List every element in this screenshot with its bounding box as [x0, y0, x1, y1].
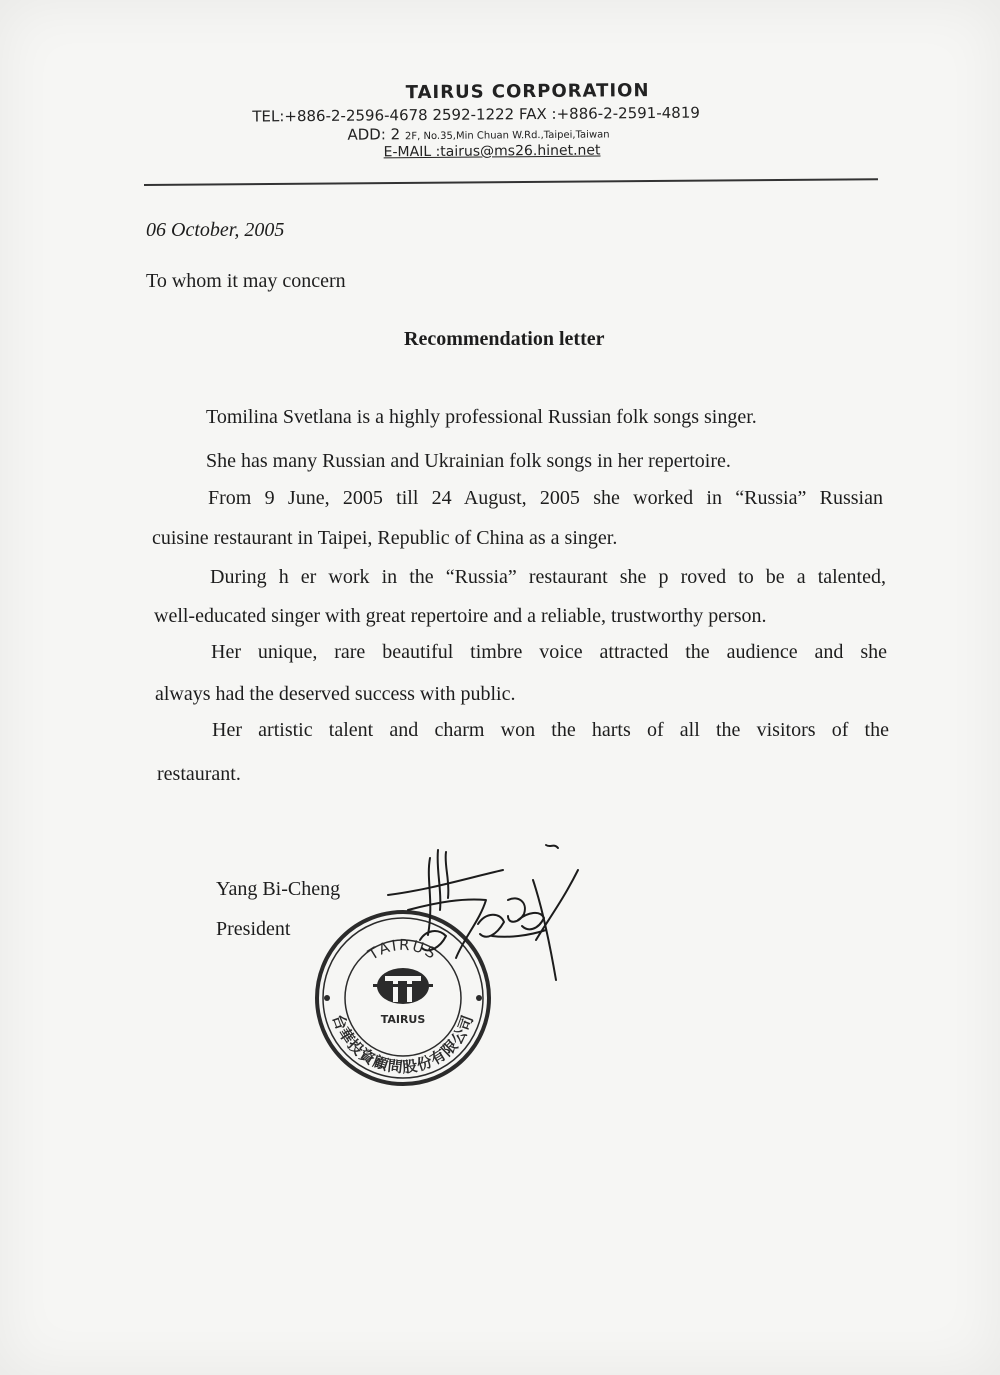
letter-line: She has many Russian and Ukrainian folk songs in her repertoire.: [206, 450, 731, 472]
letter-line: well-educated singer with great repertoire and a reliable, trustworthy person.: [154, 605, 767, 627]
address-label: ADD: 2: [347, 125, 401, 144]
letterhead-divider: [144, 178, 878, 186]
seal-top-text: TAIRUS: [364, 935, 441, 964]
letter-line: cuisine restaurant in Taipei, Republic of China as a singer.: [152, 527, 618, 549]
company-email: E-MAIL :tairus@ms26.hinet.net: [383, 142, 601, 161]
letter-greeting: To whom it may concern: [146, 270, 346, 292]
address-detail: 2F, No.35,Min Chuan W.Rd.,Taipei,Taiwan: [404, 129, 610, 143]
contact-phone-fax: TEL:+886-2-2596-4678 2592-1222 FAX :+886-2-2591-4819: [252, 103, 700, 126]
letter-line: Her artistic talent and charm won the harts of all the visitors of the: [212, 719, 889, 741]
letter-line: restaurant.: [157, 763, 241, 785]
letter-line: From 9 June, 2005 till 24 August, 2005 she worked in “Russia” Russian: [208, 487, 883, 509]
handwritten-signature: [368, 840, 598, 1000]
letter-line: Tomilina Svetlana is a highly professional Russian folk songs singer.: [206, 406, 757, 428]
letter-line: During h er work in the “Russia” restaurant she p roved to be a talented,: [210, 566, 886, 588]
letter-date: 06 October, 2005: [146, 219, 285, 241]
letter-line: always had the deserved success with public.: [155, 683, 516, 705]
letter-line: Her unique, rare beautiful timbre voice attracted the audience and she: [211, 641, 887, 663]
signer-title: President: [216, 918, 291, 940]
letter-subject: Recommendation letter: [404, 328, 605, 350]
letterhead: [200, 78, 841, 162]
seal-center-text: TAIRUS: [380, 1013, 426, 1026]
signer-name: Yang Bi-Cheng: [216, 878, 341, 900]
seal-chinese-text: 台華投資顧問股份有限公司: [328, 1012, 478, 1077]
company-name: TAIRUS CORPORATION: [405, 80, 650, 104]
